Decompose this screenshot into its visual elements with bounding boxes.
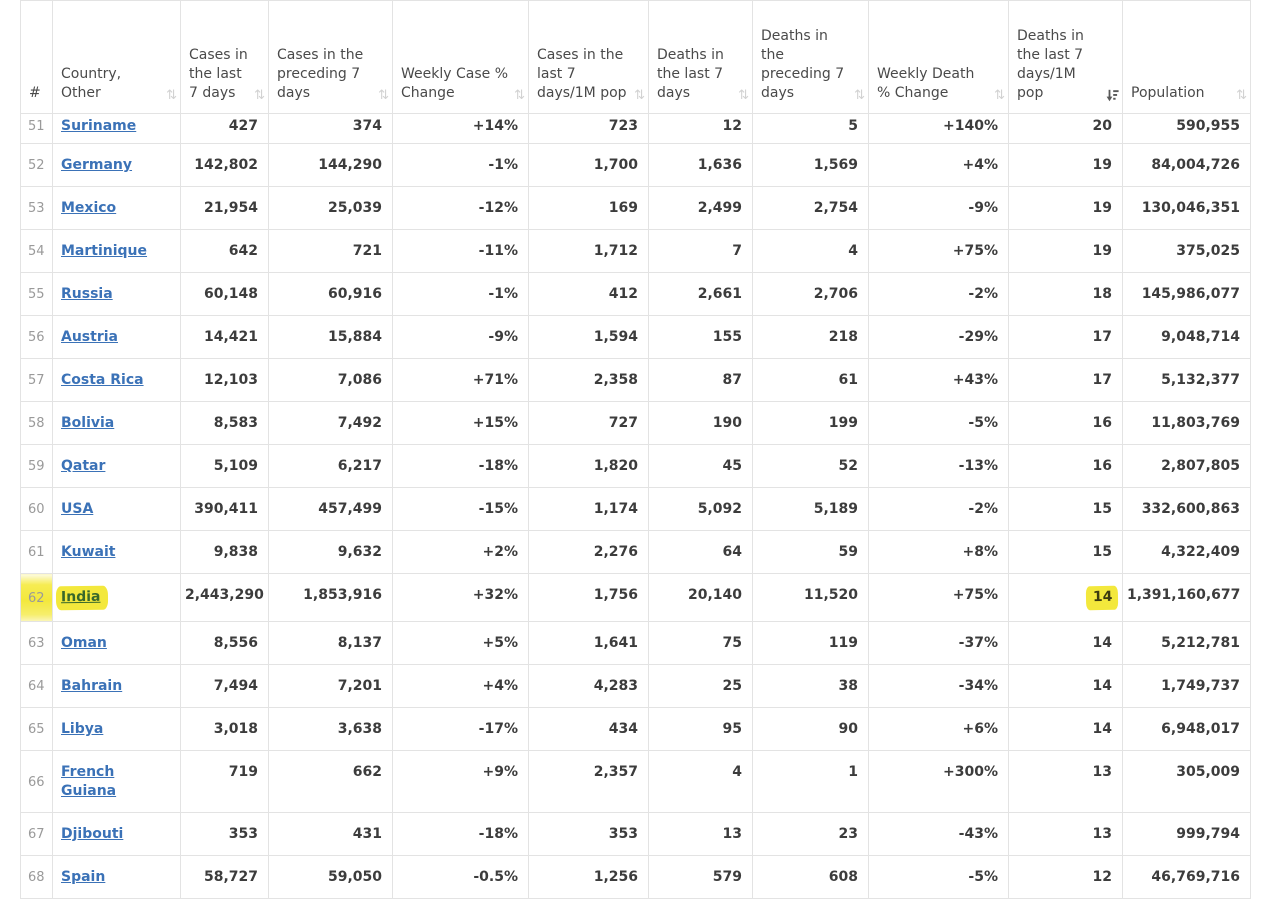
deaths-preceding-7-days-cell: 608 [753, 856, 869, 899]
deaths-last-7-days-cell: 25 [649, 665, 753, 708]
population-cell: 130,046,351 [1123, 187, 1251, 230]
table-row-russia [21, 273, 1251, 316]
cases-per-1m-cell: 353 [529, 813, 649, 856]
weekly-case-change-cell: -15% [393, 488, 529, 531]
deaths-preceding-7-days-cell: 1 [753, 751, 869, 813]
weekly-case-change-cell: +15% [393, 402, 529, 445]
deaths-last-7-days-cell: 579 [649, 856, 753, 899]
weekly-case-change-cell: -18% [393, 445, 529, 488]
cases-per-1m-cell: 1,256 [529, 856, 649, 899]
country-cell [53, 402, 181, 445]
weekly-death-change-cell: +75% [869, 230, 1009, 273]
country-link[interactable]: Germany [61, 157, 133, 173]
column-header-cases-last-7-days[interactable] [181, 1, 269, 114]
sort-descending-icon[interactable] [1106, 89, 1119, 102]
deaths-per-1m-cell: 19 [1009, 144, 1123, 187]
rank-cell: 62 [21, 574, 53, 622]
sort-toggle-icon[interactable]: ⇅ [378, 88, 389, 103]
rank-cell: 65 [21, 708, 53, 751]
table-row-french-guiana [21, 751, 1251, 813]
country-cell [53, 531, 181, 574]
deaths-last-7-days-cell: 190 [649, 402, 753, 445]
cases-preceding-7-days-cell: 6,217 [269, 445, 393, 488]
weekly-case-change-cell: +32% [393, 574, 529, 622]
country-link[interactable]: Bolivia [61, 415, 115, 431]
rank-cell: 51 [21, 114, 53, 144]
country-cell [53, 622, 181, 665]
weekly-death-change-cell: -43% [869, 813, 1009, 856]
deaths-last-7-days-cell: 1,636 [649, 144, 753, 187]
cases-per-1m-cell: 1,641 [529, 622, 649, 665]
table-row-spain [21, 856, 1251, 899]
cases-last-7-days-cell: 21,954 [181, 187, 269, 230]
table-row-bahrain [21, 665, 1251, 708]
cases-last-7-days-cell: 2,443,290 [181, 574, 269, 622]
population-cell: 46,769,716 [1123, 856, 1251, 899]
weekly-case-change-cell: -18% [393, 813, 529, 856]
cases-per-1m-cell: 2,357 [529, 751, 649, 813]
deaths-last-7-days-cell: 20,140 [649, 574, 753, 622]
table-row-mexico [21, 187, 1251, 230]
country-link[interactable]: Austria [61, 329, 118, 345]
population-cell: 5,132,377 [1123, 359, 1251, 402]
weekly-case-change-cell: +2% [393, 531, 529, 574]
weekly-death-change-cell: -37% [869, 622, 1009, 665]
population-cell: 590,955 [1123, 114, 1251, 144]
country-cell [53, 751, 181, 813]
column-header-country[interactable] [53, 1, 181, 114]
population-cell: 1,391,160,677 [1123, 574, 1251, 622]
deaths-preceding-7-days-cell: 61 [753, 359, 869, 402]
deaths-preceding-7-days-cell: 1,569 [753, 144, 869, 187]
deaths-preceding-7-days-cell: 119 [753, 622, 869, 665]
sort-toggle-icon[interactable]: ⇅ [514, 88, 525, 103]
table-row-qatar [21, 445, 1251, 488]
cases-per-1m-cell: 723 [529, 114, 649, 144]
cases-per-1m-cell: 1,712 [529, 230, 649, 273]
population-cell: 999,794 [1123, 813, 1251, 856]
population-cell: 1,749,737 [1123, 665, 1251, 708]
country-link[interactable]: Djibouti [61, 826, 124, 842]
country-link[interactable]: Mexico [61, 200, 117, 216]
deaths-preceding-7-days-cell: 52 [753, 445, 869, 488]
sort-toggle-icon[interactable]: ⇅ [854, 88, 865, 103]
cases-last-7-days-cell: 9,838 [181, 531, 269, 574]
cases-last-7-days-cell: 427 [181, 114, 269, 144]
cases-preceding-7-days-cell: 7,201 [269, 665, 393, 708]
weekly-case-change-cell: -11% [393, 230, 529, 273]
cases-per-1m-cell: 1,594 [529, 316, 649, 359]
country-link[interactable]: Oman [61, 635, 107, 651]
weekly-case-change-cell: -0.5% [393, 856, 529, 899]
deaths-preceding-7-days-cell: 38 [753, 665, 869, 708]
cases-preceding-7-days-cell: 7,086 [269, 359, 393, 402]
country-cell [53, 445, 181, 488]
country-cell [53, 114, 181, 144]
cases-per-1m-cell: 1,700 [529, 144, 649, 187]
rank-cell: 61 [21, 531, 53, 574]
rank-cell: 68 [21, 856, 53, 899]
population-cell: 84,004,726 [1123, 144, 1251, 187]
deaths-preceding-7-days-cell: 11,520 [753, 574, 869, 622]
cases-preceding-7-days-cell: 662 [269, 751, 393, 813]
cases-per-1m-cell: 727 [529, 402, 649, 445]
cases-preceding-7-days-cell: 9,632 [269, 531, 393, 574]
weekly-death-change-cell: +43% [869, 359, 1009, 402]
column-header-label: Weekly Case % Change [401, 66, 508, 101]
country-cell [53, 359, 181, 402]
rank-cell: 52 [21, 144, 53, 187]
cases-per-1m-cell: 1,174 [529, 488, 649, 531]
table-row-oman [21, 622, 1251, 665]
deaths-last-7-days-cell: 75 [649, 622, 753, 665]
deaths-per-1m-cell: 17 [1009, 359, 1123, 402]
cases-last-7-days-cell: 5,109 [181, 445, 269, 488]
deaths-last-7-days-cell: 13 [649, 813, 753, 856]
deaths-last-7-days-cell: 95 [649, 708, 753, 751]
sort-toggle-icon[interactable]: ⇅ [738, 88, 749, 103]
deaths-per-1m-cell: 17 [1009, 316, 1123, 359]
rank-cell: 53 [21, 187, 53, 230]
deaths-preceding-7-days-cell: 59 [753, 531, 869, 574]
deaths-per-1m-cell: 18 [1009, 273, 1123, 316]
country-link[interactable]: Suriname [61, 118, 137, 134]
deaths-preceding-7-days-cell: 199 [753, 402, 869, 445]
cases-preceding-7-days-cell: 7,492 [269, 402, 393, 445]
cases-preceding-7-days-cell: 1,853,916 [269, 574, 393, 622]
column-header-label: Deaths in the last 7 days/1M pop [1017, 28, 1084, 101]
deaths-per-1m-cell: 14 [1009, 665, 1123, 708]
cases-preceding-7-days-cell: 59,050 [269, 856, 393, 899]
rank-cell: 55 [21, 273, 53, 316]
cases-per-1m-cell: 412 [529, 273, 649, 316]
cases-preceding-7-days-cell: 721 [269, 230, 393, 273]
deaths-last-7-days-cell: 2,661 [649, 273, 753, 316]
table-row-bolivia [21, 402, 1251, 445]
table-row-martinique [21, 230, 1251, 273]
weekly-case-change-cell: -1% [393, 144, 529, 187]
deaths-preceding-7-days-cell: 218 [753, 316, 869, 359]
column-header-label: Population [1131, 85, 1205, 101]
population-cell: 6,948,017 [1123, 708, 1251, 751]
column-header-label: Weekly Death % Change [877, 66, 975, 101]
column-header-cases-per-1m[interactable] [529, 1, 649, 114]
column-header-weekly-case-change[interactable] [393, 1, 529, 114]
cases-last-7-days-cell: 58,727 [181, 856, 269, 899]
cases-last-7-days-cell: 8,556 [181, 622, 269, 665]
yellow-highlight-marker [56, 586, 109, 611]
deaths-preceding-7-days-cell: 23 [753, 813, 869, 856]
table-row-libya [21, 708, 1251, 751]
column-header-label: Cases in the last 7 days/1M pop [537, 47, 627, 101]
deaths-last-7-days-cell: 4 [649, 751, 753, 813]
cases-last-7-days-cell: 12,103 [181, 359, 269, 402]
rank-cell: 64 [21, 665, 53, 708]
table-header-row [21, 1, 1251, 114]
cases-preceding-7-days-cell: 25,039 [269, 187, 393, 230]
population-cell: 332,600,863 [1123, 488, 1251, 531]
table-row-austria [21, 316, 1251, 359]
population-cell: 11,803,769 [1123, 402, 1251, 445]
cases-preceding-7-days-cell: 144,290 [269, 144, 393, 187]
rank-cell: 57 [21, 359, 53, 402]
cases-preceding-7-days-cell: 3,638 [269, 708, 393, 751]
country-cell [53, 856, 181, 899]
country-cell [53, 273, 181, 316]
rank-cell: 60 [21, 488, 53, 531]
country-link[interactable]: French Guiana [61, 764, 117, 799]
country-link[interactable]: Russia [61, 286, 113, 302]
deaths-last-7-days-cell: 155 [649, 316, 753, 359]
country-link[interactable]: Kuwait [61, 544, 116, 560]
country-link[interactable]: Libya [61, 721, 104, 737]
deaths-last-7-days-cell: 7 [649, 230, 753, 273]
population-cell: 5,212,781 [1123, 622, 1251, 665]
sort-toggle-icon[interactable]: ⇅ [1236, 88, 1247, 103]
weekly-death-change-cell: -29% [869, 316, 1009, 359]
cases-preceding-7-days-cell: 457,499 [269, 488, 393, 531]
table-row-usa [21, 488, 1251, 531]
deaths-per-1m-cell: 13 [1009, 751, 1123, 813]
country-cell [53, 574, 181, 622]
deaths-last-7-days-cell: 2,499 [649, 187, 753, 230]
weekly-case-change-cell: -9% [393, 316, 529, 359]
rank-cell: 66 [21, 751, 53, 813]
deaths-preceding-7-days-cell: 5,189 [753, 488, 869, 531]
weekly-death-change-cell: -13% [869, 445, 1009, 488]
rank-cell: 58 [21, 402, 53, 445]
population-cell: 305,009 [1123, 751, 1251, 813]
country-cell [53, 187, 181, 230]
weekly-case-change-cell: -1% [393, 273, 529, 316]
cases-per-1m-cell: 2,276 [529, 531, 649, 574]
country-cell [53, 488, 181, 531]
deaths-per-1m-cell: 12 [1009, 856, 1123, 899]
weekly-death-change-cell: +75% [869, 574, 1009, 622]
cases-per-1m-cell: 2,358 [529, 359, 649, 402]
country-cell [53, 813, 181, 856]
cases-last-7-days-cell: 60,148 [181, 273, 269, 316]
weekly-case-change-cell: +9% [393, 751, 529, 813]
sort-toggle-icon[interactable]: ⇅ [994, 88, 1005, 103]
rank-cell: 56 [21, 316, 53, 359]
weekly-case-change-cell: +71% [393, 359, 529, 402]
weekly-case-change-cell: -17% [393, 708, 529, 751]
sort-toggle-icon[interactable]: ⇅ [166, 88, 177, 103]
table-row-costa-rica [21, 359, 1251, 402]
table-row-germany [21, 144, 1251, 187]
country-link[interactable]: Spain [61, 869, 106, 885]
country-link[interactable]: Martinique [61, 243, 148, 259]
deaths-per-1m-cell: 16 [1009, 445, 1123, 488]
cases-last-7-days-cell: 353 [181, 813, 269, 856]
rank-cell: 59 [21, 445, 53, 488]
deaths-last-7-days-cell: 5,092 [649, 488, 753, 531]
table-row-kuwait [21, 531, 1251, 574]
column-header-deaths-last-7-days[interactable] [649, 1, 753, 114]
cases-per-1m-cell: 4,283 [529, 665, 649, 708]
deaths-per-1m-cell [1009, 574, 1123, 622]
cases-last-7-days-cell: 8,583 [181, 402, 269, 445]
weekly-death-change-cell: -2% [869, 488, 1009, 531]
population-cell: 145,986,077 [1123, 273, 1251, 316]
cases-preceding-7-days-cell: 431 [269, 813, 393, 856]
deaths-preceding-7-days-cell: 90 [753, 708, 869, 751]
column-header-label: Cases in the last 7 days [189, 47, 248, 101]
column-header-deaths-per-1m[interactable] [1009, 1, 1123, 114]
column-header-weekly-death-change[interactable] [869, 1, 1009, 114]
rank-cell: 63 [21, 622, 53, 665]
column-header-label: Country, Other [61, 66, 122, 101]
country-cell [53, 316, 181, 359]
cases-preceding-7-days-cell: 15,884 [269, 316, 393, 359]
cases-last-7-days-cell: 142,802 [181, 144, 269, 187]
weekly-case-change-cell: +4% [393, 665, 529, 708]
sort-toggle-icon[interactable]: ⇅ [254, 88, 265, 103]
population-cell: 9,048,714 [1123, 316, 1251, 359]
cases-last-7-days-cell: 390,411 [181, 488, 269, 531]
weekly-death-change-cell: +8% [869, 531, 1009, 574]
weekly-death-change-cell: +4% [869, 144, 1009, 187]
cases-last-7-days-cell: 7,494 [181, 665, 269, 708]
weekly-case-change-cell: +5% [393, 622, 529, 665]
cases-per-1m-cell: 1,820 [529, 445, 649, 488]
cases-last-7-days-cell: 14,421 [181, 316, 269, 359]
weekly-death-change-cell: -5% [869, 856, 1009, 899]
deaths-last-7-days-cell: 12 [649, 114, 753, 144]
cases-preceding-7-days-cell: 374 [269, 114, 393, 144]
deaths-per-1m-cell: 15 [1009, 531, 1123, 574]
country-link[interactable]: USA [61, 501, 94, 517]
cases-last-7-days-cell: 642 [181, 230, 269, 273]
country-cell [53, 708, 181, 751]
deaths-per-1m-cell: 15 [1009, 488, 1123, 531]
country-cell [53, 665, 181, 708]
country-link[interactable]: Bahrain [61, 678, 123, 694]
country-cell [53, 230, 181, 273]
column-header-label: # [29, 85, 41, 101]
table-row-djibouti [21, 813, 1251, 856]
column-header-label: Cases in the preceding 7 days [277, 47, 364, 101]
cases-per-1m-cell: 169 [529, 187, 649, 230]
weekly-death-change-cell: +140% [869, 114, 1009, 144]
table-row-suriname [21, 114, 1251, 144]
column-header-population[interactable] [1123, 1, 1251, 114]
yellow-highlight-marker: 14 [1085, 586, 1118, 611]
rank-cell: 67 [21, 813, 53, 856]
weekly-case-change-cell: +14% [393, 114, 529, 144]
column-header-deaths-preceding-7-days[interactable] [753, 1, 869, 114]
cases-per-1m-cell: 1,756 [529, 574, 649, 622]
country-link[interactable]: Costa Rica [61, 372, 144, 388]
deaths-last-7-days-cell: 64 [649, 531, 753, 574]
weekly-case-change-cell: -12% [393, 187, 529, 230]
deaths-per-1m-cell: 20 [1009, 114, 1123, 144]
population-cell: 375,025 [1123, 230, 1251, 273]
weekly-death-change-cell: -2% [869, 273, 1009, 316]
weekly-death-change-cell: -5% [869, 402, 1009, 445]
country-link[interactable]: Qatar [61, 458, 106, 474]
population-cell: 4,322,409 [1123, 531, 1251, 574]
cases-per-1m-cell: 434 [529, 708, 649, 751]
country-cell [53, 144, 181, 187]
rank-cell: 54 [21, 230, 53, 273]
population-cell: 2,807,805 [1123, 445, 1251, 488]
column-header-rank [21, 1, 53, 114]
column-header-cases-preceding-7-days[interactable] [269, 1, 393, 114]
weekly-death-change-cell: -34% [869, 665, 1009, 708]
deaths-last-7-days-cell: 87 [649, 359, 753, 402]
column-header-label: Deaths in the preceding 7 days [761, 28, 845, 101]
deaths-preceding-7-days-cell: 4 [753, 230, 869, 273]
cases-last-7-days-cell: 3,018 [181, 708, 269, 751]
deaths-per-1m-cell: 14 [1009, 622, 1123, 665]
sort-toggle-icon[interactable]: ⇅ [634, 88, 645, 103]
cases-preceding-7-days-cell: 60,916 [269, 273, 393, 316]
weekly-death-change-cell: +6% [869, 708, 1009, 751]
deaths-per-1m-cell: 14 [1009, 708, 1123, 751]
deaths-preceding-7-days-cell: 2,706 [753, 273, 869, 316]
weekly-death-change-cell: +300% [869, 751, 1009, 813]
deaths-preceding-7-days-cell: 5 [753, 114, 869, 144]
country-link[interactable]: India [60, 588, 101, 606]
column-header-label: Deaths in the last 7 days [657, 47, 724, 101]
cases-last-7-days-cell: 719 [181, 751, 269, 813]
table-row-india [21, 574, 1251, 622]
deaths-per-1m-cell: 19 [1009, 230, 1123, 273]
deaths-last-7-days-cell: 45 [649, 445, 753, 488]
weekly-death-change-cell: -9% [869, 187, 1009, 230]
deaths-per-1m-cell: 13 [1009, 813, 1123, 856]
deaths-per-1m-cell: 16 [1009, 402, 1123, 445]
cases-preceding-7-days-cell: 8,137 [269, 622, 393, 665]
covid-weekly-trends-table [20, 0, 1251, 899]
deaths-preceding-7-days-cell: 2,754 [753, 187, 869, 230]
deaths-per-1m-cell: 19 [1009, 187, 1123, 230]
